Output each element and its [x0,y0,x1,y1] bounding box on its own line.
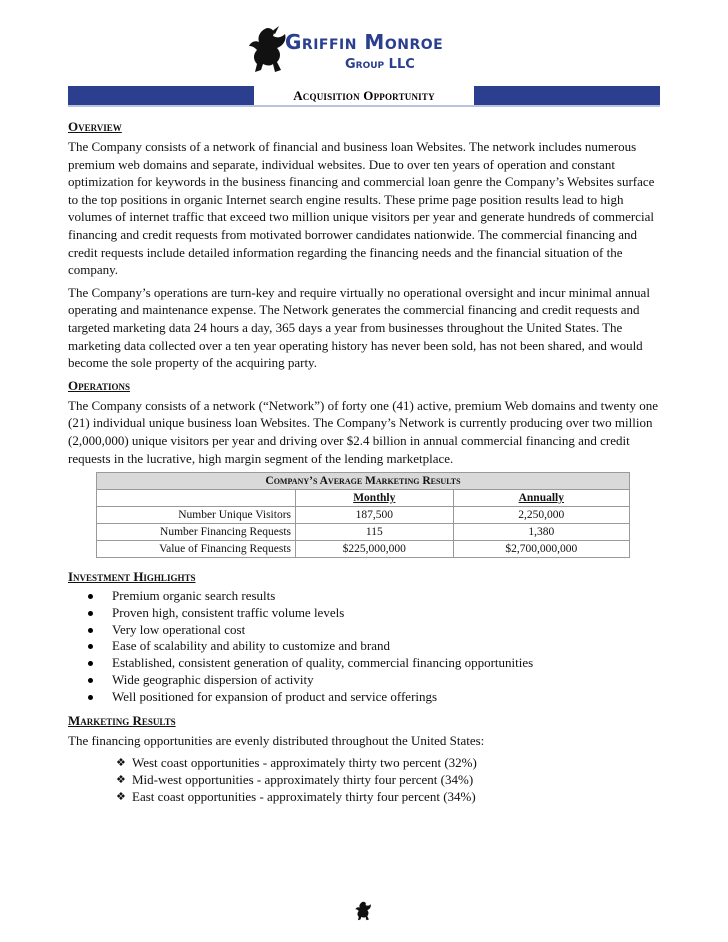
list-item-text: East coast opportunities - approximately thirty four percent (34%) [132,789,476,805]
table-cell-annually: 2,250,000 [453,507,629,524]
table-cell-monthly: $225,000,000 [296,541,454,558]
list-item-text: Mid-west opportunities - approximately thirty four percent (34%) [132,772,474,788]
bullet-icon [88,644,93,649]
document-content [68,118,660,805]
list-item-text: Established, consistent generation of quality, commercial financing opportunities [112,655,534,671]
table-row [97,524,630,541]
marketing-list [68,754,660,805]
table-row-label: Number Financing Requests [97,524,296,541]
griffin-logo-icon [245,24,289,76]
bullet-icon [88,695,93,700]
table-row [97,541,630,558]
table-row-label: Value of Financing Requests [97,541,296,558]
list-item [112,689,660,706]
list-item-text: Very low operational cost [112,621,246,637]
marketing-intro: The financing opportunities are evenly distributed throughout the United States: [68,732,485,748]
table-header-blank [97,490,296,507]
brand-name: Griffin Monroe [285,30,444,54]
list-item [112,672,660,689]
banner-title: Acquisition Opportunity [254,86,474,105]
list-item [112,588,660,605]
overview-heading: Overview [68,119,122,134]
table-cell-monthly: 187,500 [296,507,454,524]
operations-paragraph: The Company consists of a network (“Network”) of forty one (41) active, premium Web domains and twenty one (21) individual unique business loan Websites. The Company’s Network is currently producing over two million (2,000,000) unique visitors per year and driving over $2.4 billion in annual commercial financing and credit requests in the lucrative, high margin segment of the lending marketplace. [68,397,659,466]
table-row [97,507,630,524]
table-header-monthly: Monthly [296,490,454,507]
overview-paragraph-1: The Company consists of a network of financial and business loan Websites. The network includes numerous premium web domains and separate, individual websites. Due to over ten years of operation and constant optimization for keywords in the business financing and commercial loan genre the Company’s Websites surface to the top positions in organic Internet search engine results. These prime page position results lead to high volumes of internet traffic that exceed two million unique visitors per year and generate hundreds of commercial financing and credit requests from motivated borrower candidates nationwide. The commercial financing and credit requests include detailed information regarding the financing needs and the financial situation of the company. [68,139,655,278]
list-item [116,771,660,788]
overview-paragraph-2: The Company’s operations are turn-key and require virtually no operational oversight and incur minimal annual operating and maintenance expense. The Network generates the commercial financing and credit requests and targeted marketing data 24 hours a day, 365 days a year from businesses throughout the United States. The marketing data collected over a ten year operating history has never been sold, has not been shared, and would become the sole property of the acquiring party. [68,284,650,371]
bullet-icon [88,628,93,633]
table-header-row [97,490,630,507]
highlights-heading: Investment Highlights [68,569,196,585]
highlights-list [68,588,660,706]
list-item-text: Ease of scalability and ability to customize and brand [112,638,390,654]
bullet-icon [88,594,93,599]
footer-griffin-icon [352,900,374,922]
list-item-text: Premium organic search results [112,588,276,604]
bullet-icon [88,611,93,616]
company-logo [245,24,505,80]
list-item-text: Proven high, consistent traffic volume levels [112,604,345,620]
list-item-text: Wide geographic dispersion of activity [112,672,314,688]
operations-heading: Operations [68,377,130,393]
marketing-results-table [96,472,630,558]
table-cell-annually: 1,380 [453,524,629,541]
table-row-label: Number Unique Visitors [97,507,296,524]
bullet-icon [88,678,93,683]
diamond-bullet-icon: ❖ [116,773,126,787]
title-banner [68,86,660,107]
table-caption: Company’s Average Marketing Results [97,473,630,490]
brand-subtitle: Group LLC [345,57,415,72]
list-item [112,605,660,622]
table-caption-row [97,473,630,490]
bullet-icon [88,661,93,666]
list-item [112,622,660,639]
table-header-annually: Annually [453,490,629,507]
list-item [112,638,660,655]
marketing-heading: Marketing Results [68,712,176,728]
list-item [112,655,660,672]
table-cell-monthly: 115 [296,524,454,541]
diamond-bullet-icon: ❖ [116,790,126,804]
list-item-text: West coast opportunities - approximately thirty two percent (32%) [132,755,477,771]
diamond-bullet-icon: ❖ [116,756,126,770]
list-item [116,788,660,805]
list-item-text: Well positioned for expansion of product and service offerings [112,688,438,704]
table-cell-annually: $2,700,000,000 [453,541,629,558]
list-item [116,754,660,771]
